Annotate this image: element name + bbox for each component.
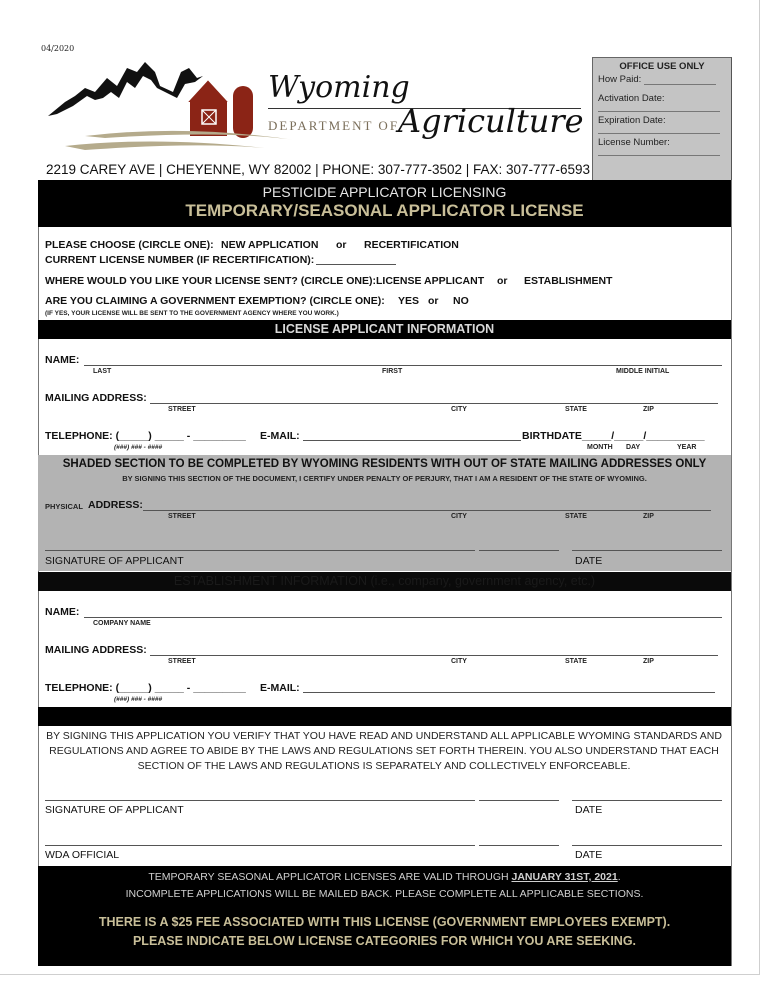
exemption-note: (IF YES, YOUR LICENSE WILL BE SENT TO THE GOVERNMENT AGENCY WHERE YOU WORK.) [45,310,339,317]
applicant-signature-field[interactable] [45,800,475,801]
establishment-name-field[interactable] [84,617,722,618]
logo-agriculture-text: Agriculture [398,102,584,140]
current-license-field[interactable] [316,264,396,265]
establishment-mailing-field[interactable] [150,655,718,656]
form-title: TEMPORARY/SEASONAL APPLICATOR LICENSE [185,201,584,220]
office-use-title: OFFICE USE ONLY [619,61,705,72]
fee-notice [38,913,731,951]
expiration-date-label: Expiration Date: [598,115,666,126]
middle-initial-caption: MIDDLE INITIAL [616,368,670,375]
state-caption: STATE [565,406,587,413]
applicant-name-field[interactable] [84,365,722,366]
footer-notice-bar [38,866,731,966]
establishment-section-title: ESTABLISHMENT INFORMATION (i.e., company, government agency, etc.) [173,574,596,588]
physical-address-field[interactable] [143,510,711,511]
logo-department-text: DEPARTMENT OF [268,118,400,133]
city-caption: CITY [451,513,467,520]
validity-prefix: TEMPORARY SEASONAL APPLICATOR LICENSES ARE VALID THROUGH [148,871,512,883]
form-title-bar [38,180,731,227]
applicant-telephone-field[interactable]: TELEPHONE: (_____) _____ - _________ [45,430,246,442]
exemption-label: ARE YOU CLAIMING A GOVERNMENT EXEMPTION? (CIRCLE ONE): [45,295,385,307]
last-caption: LAST [93,368,112,375]
license-number-field[interactable] [598,155,720,156]
establishment-section-bar [38,572,731,591]
applicant-signature-extra-field[interactable] [479,800,559,801]
applicant-mailing-field[interactable] [150,403,718,404]
company-name-caption: COMPANY NAME [93,620,151,627]
street-caption: STREET [168,513,196,520]
street-caption: STREET [168,406,196,413]
resident-signature-extra-field[interactable] [479,550,559,551]
validity-suffix: . [617,871,621,883]
official-date-label: DATE [575,849,603,861]
establishment-mailing-label: MAILING ADDRESS: [45,644,147,656]
form-revision-date: 04/2020 [41,44,75,53]
resident-signature-field[interactable] [45,550,475,551]
activation-date-field[interactable] [598,111,720,112]
applicant-section-bar [38,320,731,339]
applicant-name-label: NAME: [45,354,80,366]
birthdate-field[interactable]: _____/_____/__________ [582,430,705,442]
or-text: or [336,239,347,251]
zip-caption: ZIP [643,513,654,520]
validity-date: JANUARY 31ST, 2021 [511,871,618,883]
zip-caption: ZIP [643,658,654,665]
resident-date-label: DATE [575,555,603,567]
applicant-mailing-label: MAILING ADDRESS: [45,392,147,404]
month-caption: MONTH [587,444,613,451]
current-license-label: CURRENT LICENSE NUMBER (IF RECERTIFICATION): [45,254,315,266]
physical-address-label: ADDRESS: [88,499,143,511]
state-caption: STATE [565,658,587,665]
resident-shaded-section [38,455,731,571]
option-yes[interactable]: YES [398,295,420,307]
agency-address: 2219 CAREY AVE | CHEYENNE, WY 82002 | PHONE: 307-777-3502 | FAX: 307-777-6593 [46,162,591,177]
applicant-date-field[interactable] [572,800,722,801]
shaded-section-subheading: BY SIGNING THIS SECTION OF THE DOCUMENT, I CERTIFY UNDER PENALTY OF PERJURY, THAT I AM A RESIDENT OF THE STATE OF WYOMING. [122,474,647,483]
city-caption: CITY [451,658,467,665]
form-subtitle: PESTICIDE APPLICATOR LICENSING [262,184,507,200]
option-license-applicant[interactable]: LICENSE APPLICANT [376,275,485,287]
first-caption: FIRST [382,368,403,375]
choose-label: PLEASE CHOOSE (CIRCLE ONE): [45,239,214,251]
phone-format-caption: (###) ### - #### [114,696,163,703]
year-caption: YEAR [677,444,697,451]
street-caption: STREET [168,658,196,665]
resident-date-field[interactable] [572,550,722,551]
state-caption: STATE [565,513,587,520]
phone-format-caption: (###) ### - #### [114,444,163,451]
page-edge [0,974,760,975]
official-date-field[interactable] [572,845,722,846]
applicant-section-title: LICENSE APPLICANT INFORMATION [274,322,495,336]
day-caption: DAY [626,444,641,451]
license-sent-label: WHERE WOULD YOU LIKE YOUR LICENSE SENT? (CIRCLE ONE): [45,275,376,287]
physical-caption: PHYSICAL [45,502,83,511]
agreement-text: BY SIGNING THIS APPLICATION YOU VERIFY THAT YOU HAVE READ AND UNDERSTAND ALL APPLICABLE WYOMING STANDARDS AND REGULATIONS AND AGREE TO ABIDE BY THE LAWS AND REGULATIONS SET FORTH THEREIN. YOU ALSO UNDERSTAND THAT EACH SECTION OF THE LAWS AND REGULATIONS IS SEPARATELY AND COLLECTIVELY ENFORCEABLE. [46,730,722,772]
shaded-section-heading: SHADED SECTION TO BE COMPLETED BY WYOMING RESIDENTS WITH OUT OF STATE MAILING ADDRESSES ONLY [62,458,707,470]
office-use-box [592,57,732,180]
wda-official-label: WDA OFFICIAL [45,849,120,861]
logo-wyoming-text: Wyoming [268,70,410,105]
option-recertification[interactable]: RECERTIFICATION [364,239,459,251]
applicant-email-field[interactable] [303,440,521,441]
option-establishment[interactable]: ESTABLISHMENT [524,275,613,287]
incomplete-notice: INCOMPLETE APPLICATIONS WILL BE MAILED BACK. PLEASE COMPLETE ALL APPLICABLE SECTIONS. [125,888,644,900]
establishment-email-field[interactable] [303,692,715,693]
establishment-name-label: NAME: [45,606,80,618]
how-paid-label: How Paid: [598,74,642,85]
applicant-date-label: DATE [575,804,603,816]
establishment-telephone-field[interactable]: TELEPHONE: (_____) _____ - _________ [45,682,246,694]
page-edge [759,0,760,974]
birthdate-label: BIRTHDATE [522,430,582,442]
activation-date-label: Activation Date: [598,93,665,104]
categories-instruction: PLEASE INDICATE BELOW LICENSE CATEGORIES FOR WHICH YOU ARE SEEKING. [132,934,637,948]
option-new-application[interactable]: NEW APPLICATION [221,239,319,251]
divider-bar [38,707,731,726]
city-caption: CITY [451,406,467,413]
validity-notice [38,869,731,903]
expiration-date-field[interactable] [598,133,720,134]
how-paid-field[interactable] [644,75,716,85]
or-text: or [428,295,439,307]
applicant-signature-label: SIGNATURE OF APPLICANT [45,804,184,816]
official-signature-extra-field[interactable] [479,845,559,846]
or-text: or [497,275,508,287]
fee-text: THERE IS A $25 FEE ASSOCIATED WITH THIS LICENSE (GOVERNMENT EMPLOYEES EXEMPT). [98,915,671,929]
license-number-label: License Number: [598,137,670,148]
resident-signature-label: SIGNATURE OF APPLICANT [45,555,184,567]
zip-caption: ZIP [643,406,654,413]
option-no[interactable]: NO [453,295,469,307]
applicant-email-label: E-MAIL: [260,430,300,442]
official-signature-field[interactable] [45,845,475,846]
establishment-email-label: E-MAIL: [260,682,300,694]
